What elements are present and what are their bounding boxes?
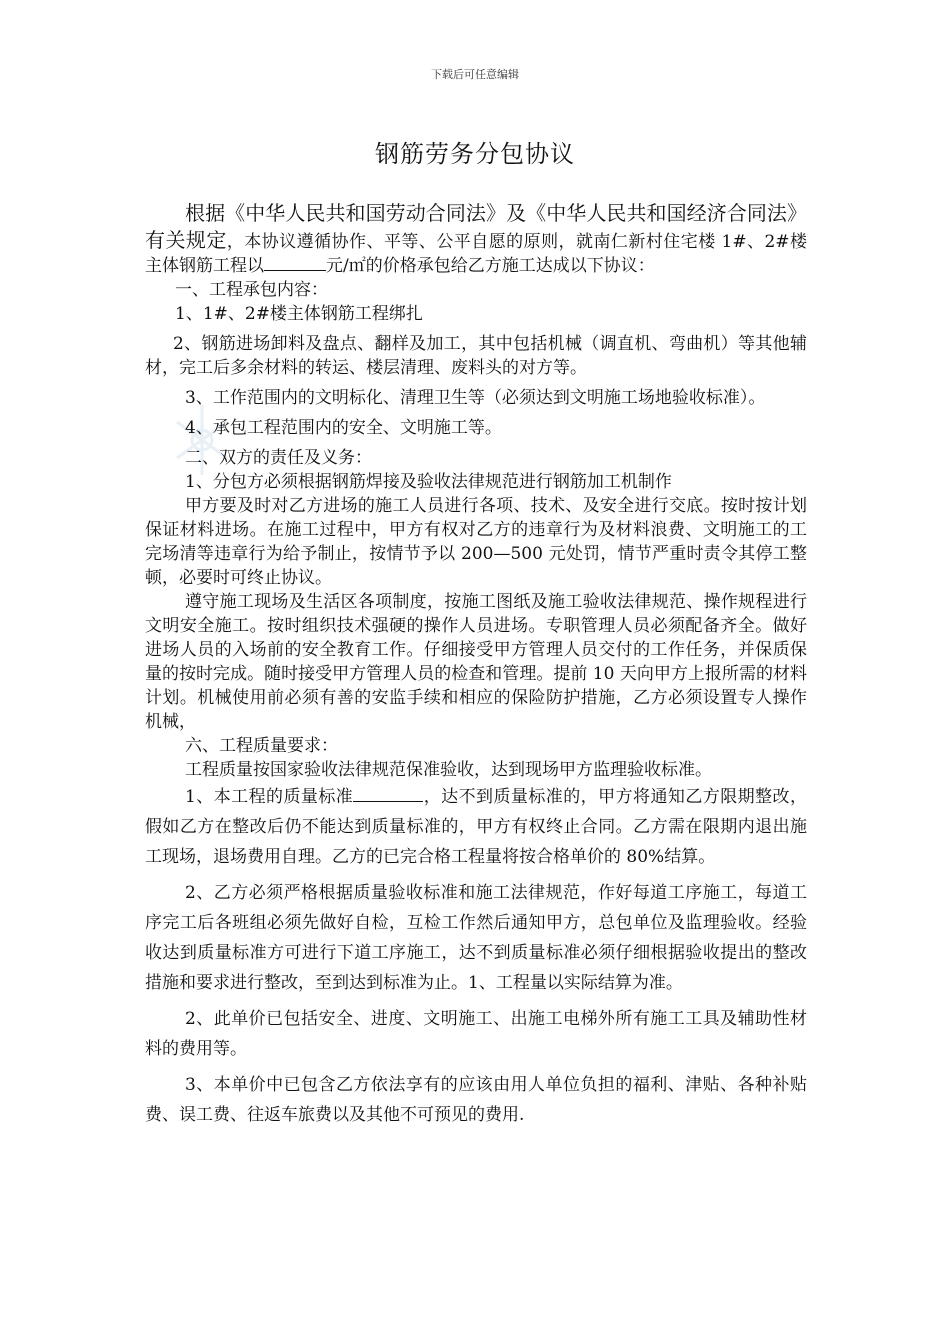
section-6-paragraph-1: 工程质量按国家验收法律规范保准验收，达到现场甲方监理验收标准。 — [185, 760, 712, 780]
section-6-item-3: 2、此单价已包括安全、进度、文明施工、出施工电梯外所有施工工具及辅助性材料的费用等。 — [145, 1009, 807, 1059]
section-1-item-1: 1、1#、2#楼主体钢筋工程绑扎 — [175, 304, 423, 324]
document-title: 钢筋劳务分包协议 — [375, 140, 575, 168]
section-1-item-4: 4、承包工程范围内的安全、文明施工等。 — [185, 418, 502, 438]
section-2-heading: 二、双方的责任及义务： — [185, 448, 372, 468]
section-1-item-3: 3、工作范围内的文明标化、清理卫生等（必须达到文明施工场地验收标准）。 — [185, 388, 766, 408]
section-6-items — [145, 782, 807, 1130]
section-6-item-1 — [145, 782, 807, 872]
section-1-item-2: 2、钢筋进场卸料及盘点、翻样及加工，其中包括机械（调直机、弯曲机）等其他辅材，完工后多余材料的转运、楼层清理、废料头的对方等。 — [145, 334, 807, 378]
document-body — [145, 200, 807, 1130]
quality-standard-blank — [353, 785, 423, 802]
section-6-item-2: 2、乙方必须严格根据质量验收标准和施工法律规范，作好每道工序施工，每道工序完工后各班组必须先做好自检，互检工作然后通知甲方，总包单位及监理验收。经验收达到质量标准方可进行下道工序施工，达不到质量标准必须仔细根据验收提出的整改措施和要求进行整改，至到达到标准为止。1、工程量以实际结算为准。 — [145, 883, 807, 993]
quality-standard-label: 1、本工程的质量标准 — [185, 787, 354, 807]
section-2-paragraph-2: 遵守施工现场及生活区各项制度，按施工图纸及施工验收法律规范、操作规程进行文明安全施工。按时组织技术强硬的操作人员进场。专职管理人员必须配备齐全。做好进场人员的入场前的安全教育工作。仔细接受甲方管理人员交付的工作任务，并保质保量的按时完成。随时接受甲方管理人员的检查和管理。提前 10 天向甲方上报所需的材料计划。机械使用前必须有善的安监手续和相应的保险防护措施，乙方必须设置专人操作机械， — [145, 592, 807, 732]
intro-text-end: 元/㎡的价格承包给乙方施工达成以下协议： — [326, 256, 655, 276]
section-6-heading: 六、工程质量要求： — [185, 736, 338, 756]
section-2-paragraph-1: 甲方要及时对乙方进场的施工人员进行各项、技术、及安全进行交底。按时按计划保证材料进场。在施工过程中，甲方有权对乙方的违章行为及材料浪费、文明施工的工完场清等违章行为给予制止，按情节予以 200—500 元处罚，情节严重时责令其停工整顿，必要时可终止协议。 — [145, 496, 807, 588]
quality-standard-text: ，达不到质量标准的，甲方将通知乙方限期整改，假如乙方在整改后仍不能达到质量标准的，甲方有权终止合同。乙方需在限期内退出施工现场，退场费用自理。乙方的已完合格工程量将按合格单价的 80%结算。 — [145, 787, 807, 867]
intro-text: ，本协议遵循协作、平等、公平自愿的原则，就南仁新村住宅楼 1#、2#楼主体钢筋工程以 — [145, 232, 808, 276]
section-1-heading: 一、工程承包内容： — [175, 280, 328, 300]
intro-paragraph — [145, 200, 807, 278]
intro-law-reference: 根据《中华人民共和国劳动合同法》及《中华人民共和国经济合同法》有关规定 — [145, 201, 807, 252]
price-blank — [264, 254, 326, 271]
section-6-item-4: 3、本单价中已包含乙方依法享有的应该由用人单位负担的福利、津贴、各种补贴费、误工费、往返车旅费以及其他不可预见的费用. — [145, 1075, 807, 1125]
section-2-item-1: 1、分包方必须根据钢筋焊接及验收法律规范进行钢筋加工机制作 — [185, 472, 672, 492]
page-header: 下载后可任意编辑 — [431, 68, 519, 81]
